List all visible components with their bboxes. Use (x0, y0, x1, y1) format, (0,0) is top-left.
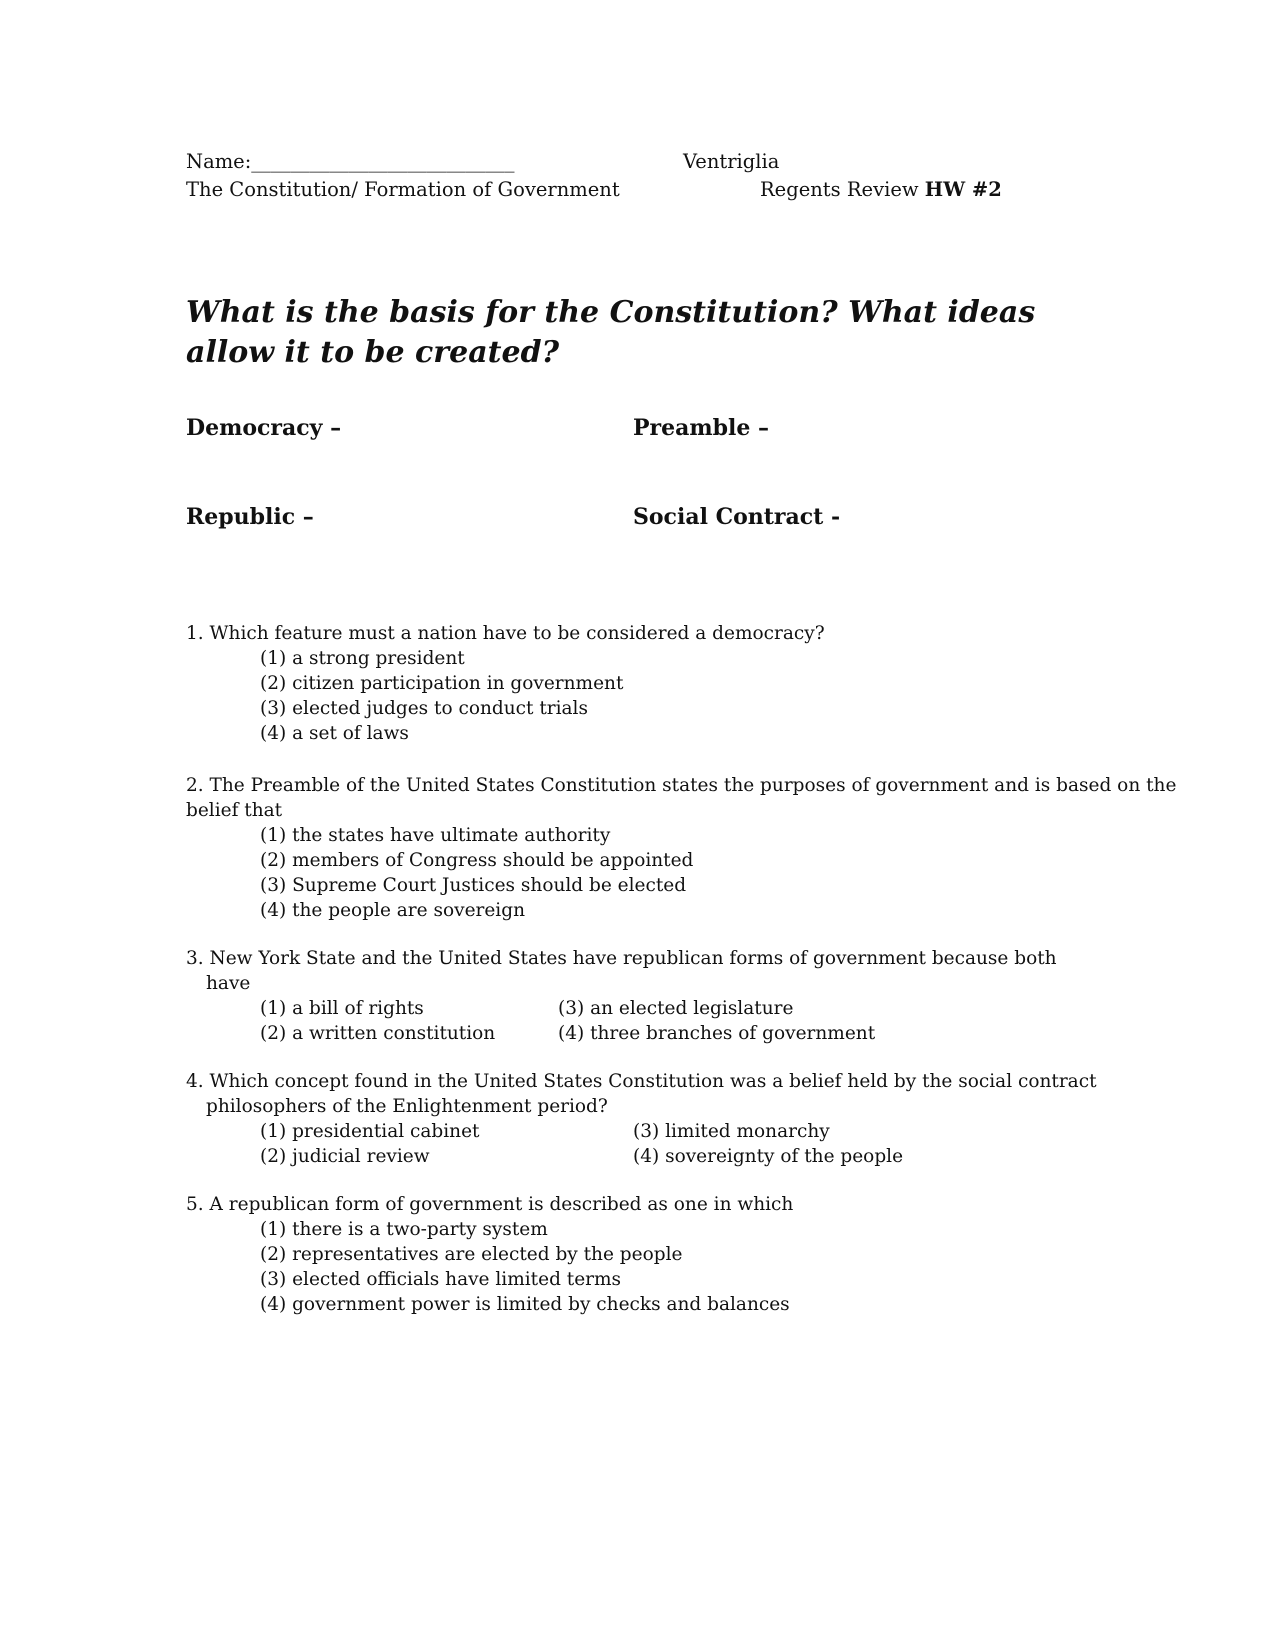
question-1 (186, 621, 825, 746)
question-3-option-2: (2) a written constitution (260, 1023, 496, 1044)
question-4-option-2: (2) judicial review (260, 1146, 430, 1167)
term-social-contract: Social Contract - (633, 504, 841, 530)
question-2-option-3: (3) Supreme Court Justices should be elected (260, 875, 687, 896)
question-2-stem-line2: belief that (186, 800, 283, 821)
question-5-option-2: (2) representatives are elected by the people (260, 1244, 683, 1265)
question-3-stem-line1: 3. New York State and the United States have republican forms of government because both (186, 948, 1057, 969)
question-4-stem-line2: philosophers of the Enlightenment period? (206, 1096, 608, 1117)
question-4-option-4: (4) sovereignty of the people (633, 1146, 904, 1167)
unit-title: The Constitution/ Formation of Government (186, 178, 620, 201)
question-3-stem-line2: have (206, 973, 251, 994)
question-2-option-1: (1) the states have ultimate authority (260, 825, 611, 846)
question-2-option-4: (4) the people are sovereign (260, 900, 525, 921)
review-label (760, 180, 1002, 200)
review-prefix: Regents Review (760, 178, 925, 201)
question-4-stem-line1: 4. Which concept found in the United States Constitution was a belief held by the social contract (186, 1071, 1097, 1092)
question-4-options (186, 1119, 1097, 1169)
term-preamble: Preamble – (633, 415, 770, 441)
question-1-option-4: (4) a set of laws (260, 723, 409, 744)
question-1-option-2: (2) citizen participation in government (260, 673, 624, 694)
question-3-options (186, 996, 1057, 1046)
question-1-stem: 1. Which feature must a nation have to be considered a democracy? (186, 623, 825, 644)
question-2 (186, 773, 1176, 923)
teacher-name: Ventriglia (683, 150, 780, 173)
question-4-option-1: (1) presidential cabinet (260, 1121, 480, 1142)
question-3-option-3: (3) an elected legislature (558, 998, 794, 1019)
question-5-option-3: (3) elected officials have limited terms (260, 1269, 622, 1290)
question-1-option-1: (1) a strong president (260, 648, 465, 669)
question-4 (186, 1069, 1097, 1169)
question-3-option-1: (1) a bill of rights (260, 998, 424, 1019)
question-5 (186, 1192, 793, 1317)
question-3-option-4: (4) three branches of government (558, 1023, 876, 1044)
question-1-option-3: (3) elected judges to conduct trials (260, 698, 588, 719)
hw-number: HW #2 (924, 178, 1002, 201)
question-2-stem-line1: 2. The Preamble of the United States Constitution states the purposes of government and is based on the (186, 775, 1177, 796)
question-5-option-4: (4) government power is limited by checks and balances (260, 1294, 790, 1315)
question-2-option-2: (2) members of Congress should be appointed (260, 850, 694, 871)
term-republic: Republic – (186, 504, 314, 530)
question-4-option-3: (3) limited monarchy (633, 1121, 830, 1142)
term-democracy: Democracy – (186, 415, 342, 441)
question-3 (186, 946, 1057, 1046)
name-label: Name:___________________________ (186, 150, 515, 173)
question-5-option-1: (1) there is a two-party system (260, 1219, 548, 1240)
page-heading: What is the basis for the Constitution? What ideas allow it to be created? (186, 295, 1036, 370)
question-5-stem: 5. A republican form of government is described as one in which (186, 1194, 794, 1215)
